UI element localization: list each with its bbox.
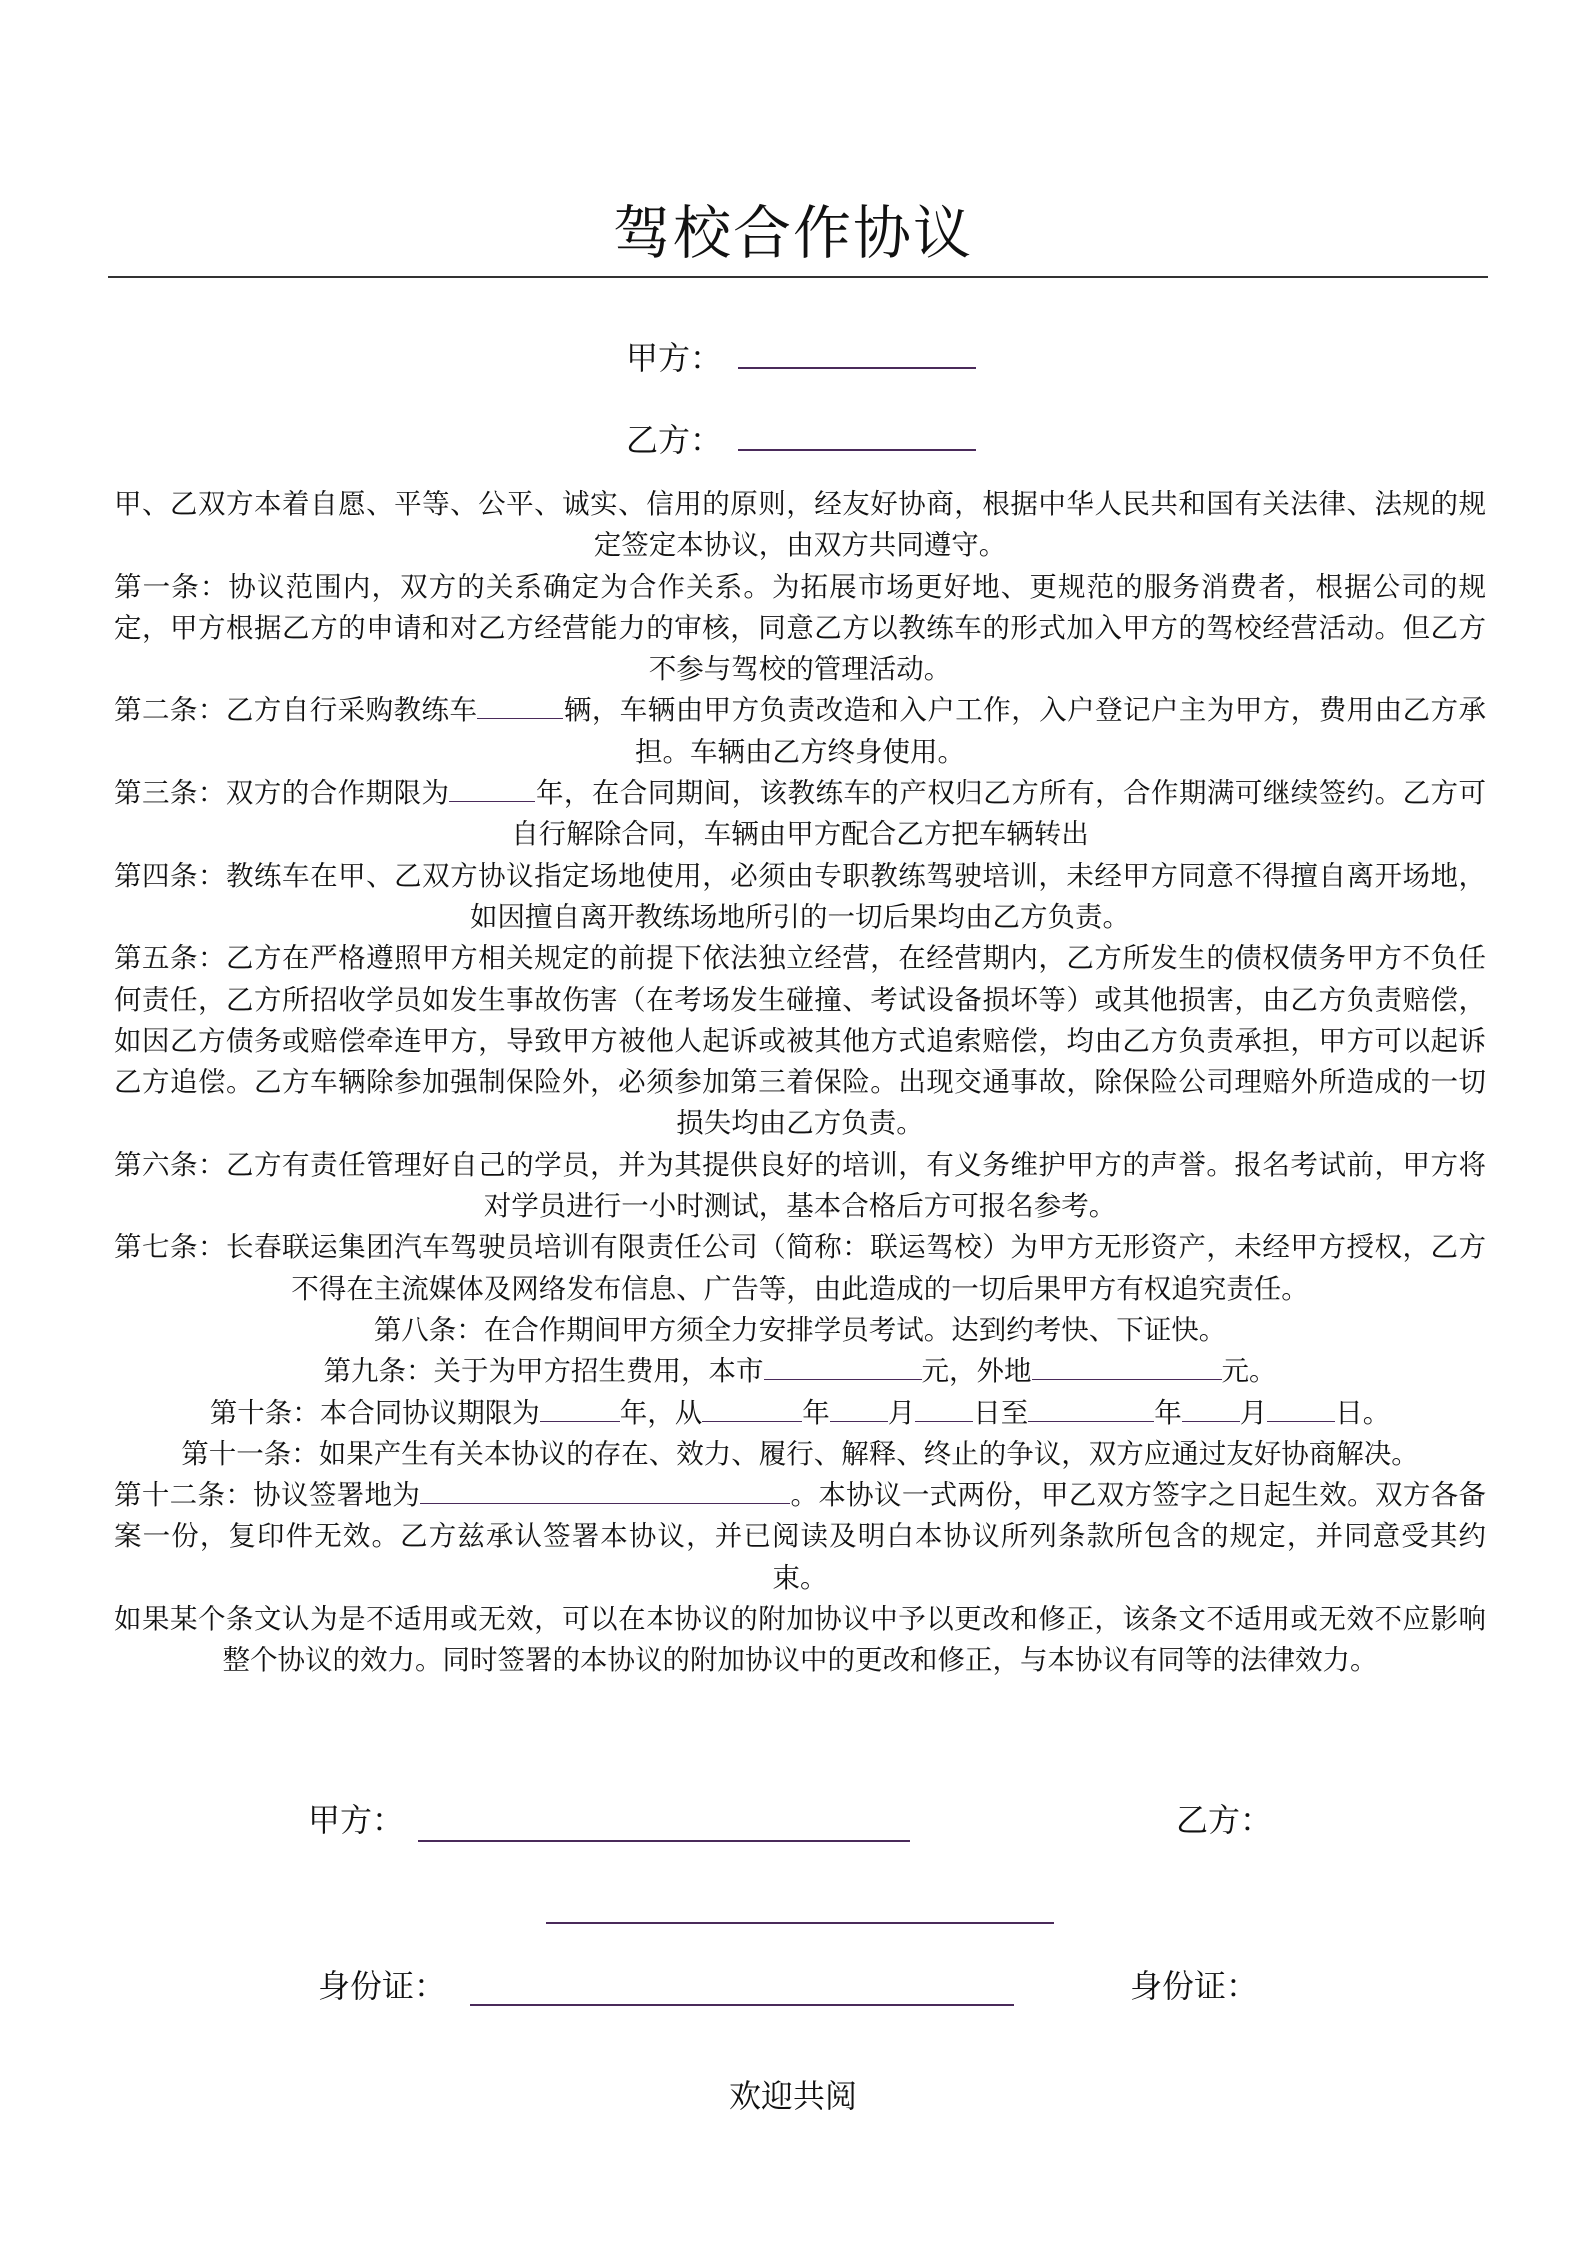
id-party-b-label: 身份证： xyxy=(1130,1967,1259,2005)
article-11: 第十一条：如果产生有关本协议的存在、效力、履行、解释、终止的争议，双方应通过友好协商解决。 xyxy=(181,1437,1419,1470)
end-year-blank[interactable] xyxy=(1028,1397,1154,1422)
article-9-part1: 第九条：关于为甲方招生费用，本市 xyxy=(323,1355,764,1388)
local-fee-blank[interactable] xyxy=(764,1355,922,1380)
title-divider xyxy=(108,276,1488,278)
id-party-a-label: 身份证： xyxy=(318,1967,447,2005)
party-a-header xyxy=(626,338,976,378)
article-10-part4: 月 xyxy=(887,1396,916,1429)
signature-party-a-line[interactable] xyxy=(418,1840,910,1842)
article-2-part2: 辆，车辆由甲方负责改造和入户工作，入户登记户主为甲方，费用由乙方承担。车辆由乙方终身使用。 xyxy=(563,694,1486,768)
article-5: 第五条：乙方在严格遵照甲方相关规定的前提下依法独立经营，在经营期内，乙方所发生的债权债务甲方不负任何责任，乙方所招收学员如发生事故伤害（在考场发生碰撞、考试设备损坏等）或其他损害，由乙方负责赔偿，如因乙方债务或赔偿牵连甲方，导致甲方被他人起诉或被其他方式追索赔偿，均由乙方负责承担，甲方可以起诉乙方追偿。乙方车辆除参加强制保险外，必须参加第三着保险。出现交通事故，除保险公司理赔外所造成的一切损失均由乙方负责。 xyxy=(114,942,1486,1140)
article-9 xyxy=(114,1351,1486,1392)
nonlocal-fee-blank[interactable] xyxy=(1032,1355,1222,1380)
cooperation-years-blank[interactable] xyxy=(449,777,535,802)
article-3-part1: 第三条：双方的合作期限为 xyxy=(114,777,450,810)
article-12 xyxy=(114,1475,1486,1599)
signature-party-b-line[interactable] xyxy=(546,1922,1054,1924)
article-1: 第一条：协议范围内，双方的关系确定为合作关系。为拓展市场更好地、更规范的服务消费者，根据公司的规定，甲方根据乙方的申请和对乙方经营能力的审核，同意乙方以教练车的形式加入甲方的驾校经营活动。但乙方不参与驾校的管理活动。 xyxy=(114,570,1486,686)
article-10-part6: 年 xyxy=(1154,1396,1182,1429)
end-month-blank[interactable] xyxy=(1182,1397,1240,1422)
article-2-part1: 第二条：乙方自行采购教练车 xyxy=(114,694,478,727)
article-2 xyxy=(114,690,1486,773)
article-12-part1: 第十二条：协议签署地为 xyxy=(114,1479,421,1512)
footer-text: 欢迎共阅 xyxy=(728,2077,857,2115)
closing-paragraph: 如果某个条文认为是不适用或无效，可以在本协议的附加协议中予以更改和修正，该条文不适用或无效不应影响整个协议的效力。同时签署的本协议的附加协议中的更改和修正，与本协议有同等的法律效力。 xyxy=(114,1603,1486,1677)
article-10-part7: 月 xyxy=(1239,1396,1268,1429)
party-b-label: 乙方： xyxy=(626,421,723,459)
article-10-part1: 第十条：本合同协议期限为 xyxy=(209,1396,540,1429)
start-day-blank[interactable] xyxy=(915,1397,973,1422)
article-10-part5: 日至 xyxy=(973,1396,1029,1429)
end-day-blank[interactable] xyxy=(1267,1397,1335,1422)
article-10 xyxy=(114,1393,1486,1434)
party-b-blank[interactable] xyxy=(738,421,976,451)
signature-party-a-label: 甲方： xyxy=(308,1801,405,1839)
vehicle-count-blank[interactable] xyxy=(477,694,563,719)
term-years-blank[interactable] xyxy=(540,1397,620,1422)
id-party-a-line[interactable] xyxy=(470,2004,1014,2006)
start-year-blank[interactable] xyxy=(702,1397,802,1422)
article-6: 第六条：乙方有责任管理好自己的学员，并为其提供良好的培训，有义务维护甲方的声誉。报名考试前，甲方将对学员进行一小时测试，基本合格后方可报名参考。 xyxy=(114,1148,1486,1223)
agreement-body xyxy=(114,484,1486,1682)
article-10-part3: 年 xyxy=(802,1396,830,1429)
party-a-blank[interactable] xyxy=(738,339,976,369)
article-3 xyxy=(114,773,1486,856)
article-12-part2: 。本协议一式两份，甲乙双方签字之日起生效。双方各备案一份，复印件无效。乙方兹承认签署本协议，并已阅读及明白本协议所列条款所包含的规定，并同意受其约束。 xyxy=(114,1479,1487,1594)
article-10-part2: 年，从 xyxy=(619,1396,703,1429)
article-8: 第八条：在合作期间甲方须全力安排学员考试。达到约考快、下证快。 xyxy=(373,1313,1227,1346)
article-4: 第四条：教练车在甲、乙双方协议指定场地使用，必须由专职教练驾驶培训，未经甲方同意不得擅自离开场地，如因擅自离开教练场地所引的一切后果均由乙方负责。 xyxy=(114,859,1486,933)
article-10-part8: 日。 xyxy=(1335,1396,1391,1429)
party-a-label: 甲方： xyxy=(626,339,723,377)
signature-party-b-label: 乙方： xyxy=(1176,1801,1273,1839)
document-title: 驾校合作协议 xyxy=(612,199,973,267)
intro-paragraph: 甲、乙双方本着自愿、平等、公平、诚实、信用的原则，经友好协商，根据中华人民共和国有关法律、法规的规定签定本协议，由双方共同遵守。 xyxy=(114,488,1486,562)
article-7: 第七条：长春联运集团汽车驾驶员培训有限责任公司（简称：联运驾校）为甲方无形资产，未经甲方授权，乙方不得在主流媒体及网络发布信息、广告等，由此造成的一切后果甲方有权追究责任。 xyxy=(114,1231,1486,1305)
signing-place-blank[interactable] xyxy=(420,1479,790,1504)
article-3-part2: 年，在合同期间，该教练车的产权归乙方所有，合作期满可继续签约。乙方可自行解除合同，车辆由甲方配合乙方把车辆转出 xyxy=(511,777,1487,851)
article-9-part3: 元。 xyxy=(1221,1355,1277,1388)
start-month-blank[interactable] xyxy=(830,1397,888,1422)
article-9-part2: 元，外地 xyxy=(921,1355,1032,1388)
party-b-header xyxy=(626,420,976,460)
